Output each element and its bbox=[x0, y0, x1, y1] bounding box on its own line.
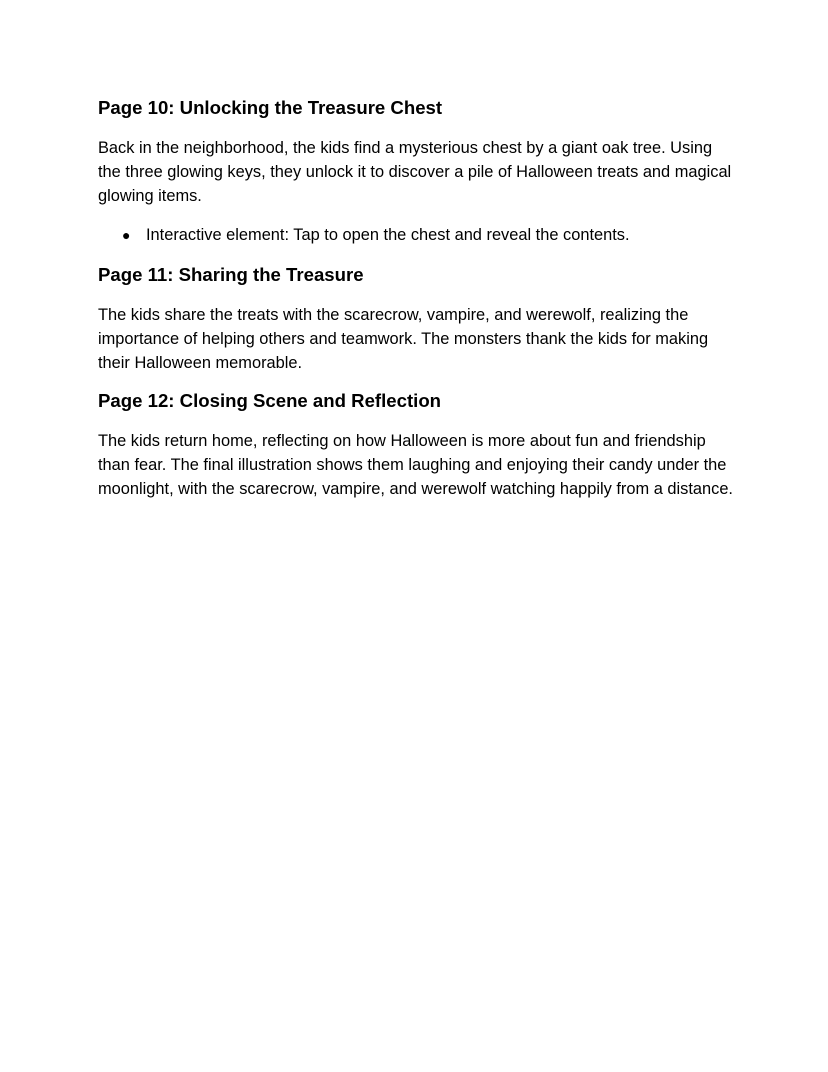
section-heading: Page 11: Sharing the Treasure bbox=[98, 264, 364, 285]
bullet-icon: ● bbox=[122, 227, 131, 243]
section-page-12 bbox=[98, 389, 738, 501]
section-page-10 bbox=[98, 96, 738, 247]
bullet-list bbox=[98, 223, 738, 247]
section-paragraph: The kids return home, reflecting on how Halloween is more about fun and friendship than fear. The final illustration shows them laughing and enjoying their candy under the moonlight, with the scarecrow, vampire, and werewolf watching happily from a distance. bbox=[98, 432, 733, 498]
section-page-11 bbox=[98, 263, 738, 375]
list-item bbox=[98, 223, 738, 247]
section-heading: Page 12: Closing Scene and Reflection bbox=[98, 390, 442, 411]
list-item-text: Interactive element: Tap to open the chest and reveal the contents. bbox=[146, 226, 630, 244]
section-heading: Page 10: Unlocking the Treasure Chest bbox=[98, 97, 443, 118]
section-paragraph: Back in the neighborhood, the kids find a mysterious chest by a giant oak tree. Using the three glowing keys, they unlock it to discover a pile of Halloween treats and magical glowing items. bbox=[98, 139, 732, 205]
section-paragraph: The kids share the treats with the scarecrow, vampire, and werewolf, realizing the importance of helping others and teamwork. The monsters thank the kids for making their Halloween memorable. bbox=[98, 306, 709, 372]
document-page bbox=[98, 96, 738, 501]
